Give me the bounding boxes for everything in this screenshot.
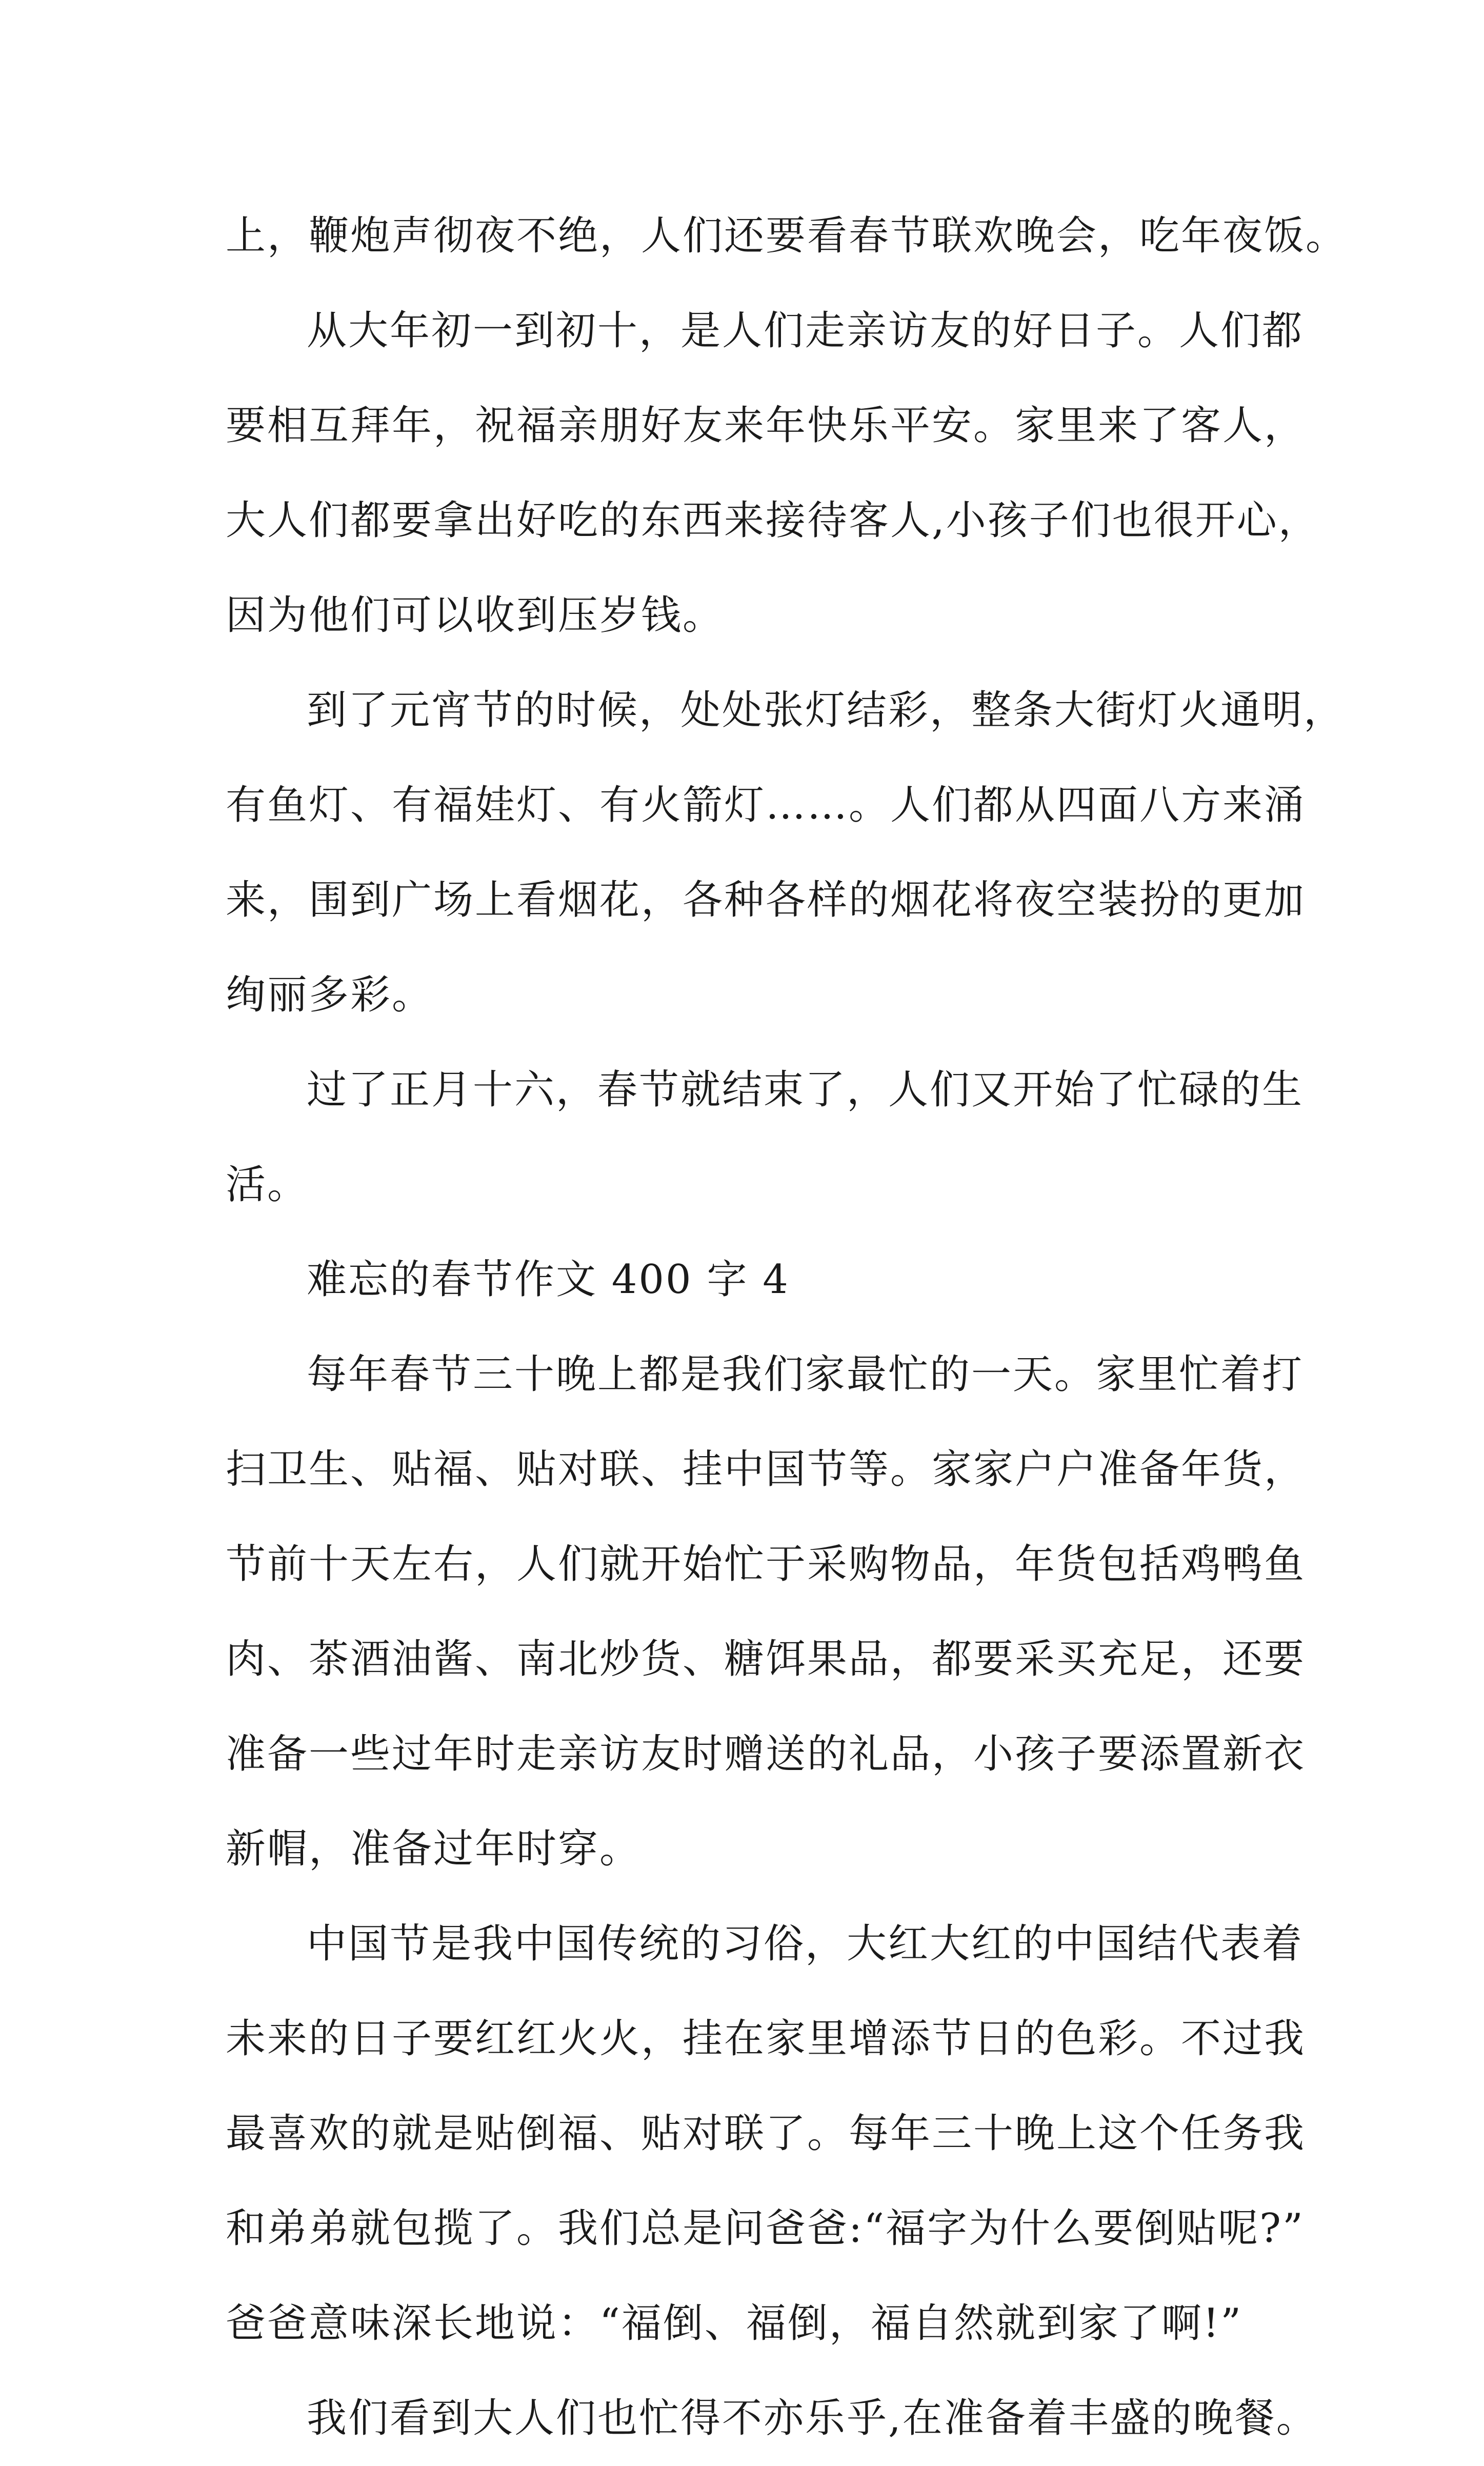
text-line: 每年春节三十晚上都是我们家最忙的一天。家里忙着打	[307, 1351, 1304, 1398]
text-line: 有鱼灯、有福娃灯、有火箭灯……。人们都从四面八方来涌	[226, 782, 1306, 828]
text-line: 肉、茶酒油酱、南北炒货、糖饵果品，都要采买充足，还要	[226, 1636, 1306, 1682]
text-line: 节前十天左右，人们就开始忙于采购物品，年货包括鸡鸭鱼	[226, 1541, 1306, 1587]
text-line: 我们看到大人们也忙得不亦乐乎,在准备着丰盛的晚餐。	[307, 2395, 1318, 2441]
text-line: 准备一些过年时走亲访友时赠送的礼品，小孩子要添置新衣	[226, 1731, 1306, 1777]
document-body	[226, 189, 1348, 2466]
text-line: 新帽，准备过年时穿。	[226, 1826, 641, 1872]
text-line: 绚丽多彩。	[226, 972, 434, 1018]
text-line: 上，鞭炮声彻夜不绝，人们还要看春节联欢晚会，吃年夜饭。	[226, 213, 1348, 259]
text-line: 爸爸意味深长地说：“福倒、福倒，福自然就到家了啊!”	[226, 2300, 1243, 2346]
text-line: 和弟弟就包揽了。我们总是问爸爸:“福字为什么要倒贴呢?”	[226, 2205, 1305, 2252]
text-line: 中国节是我中国传统的习俗，大红大红的中国结代表着	[307, 1921, 1304, 1967]
text-line: 从大年初一到初十，是人们走亲访友的好日子。人们都	[307, 308, 1304, 354]
text-line: 活。	[226, 1162, 309, 1208]
section-heading: 难忘的春节作文 400 字 4	[307, 1257, 790, 1303]
text-line: 扫卫生、贴福、贴对联、挂中国节等。家家户户准备年货，	[226, 1446, 1306, 1493]
text-line: 过了正月十六，春节就结束了，人们又开始了忙碌的生	[307, 1067, 1304, 1113]
text-line: 最喜欢的就是贴倒福、贴对联了。每年三十晚上这个任务我	[226, 2111, 1306, 2157]
text-line: 来，围到广场上看烟花，各种各样的烟花将夜空装扮的更加	[226, 877, 1306, 923]
text-line: 到了元宵节的时候，处处张灯结彩，整条大街灯火通明，	[307, 687, 1346, 733]
text-line: 要相互拜年，祝福亲朋好友来年快乐平安。家里来了客人，	[226, 403, 1306, 449]
text-line: 未来的日子要红红火火，挂在家里增添节日的色彩。不过我	[226, 2016, 1306, 2062]
text-line: 大人们都要拿出好吃的东西来接待客人,小孩子们也很开心，	[226, 498, 1320, 544]
text-line: 因为他们可以收到压岁钱。	[226, 592, 725, 639]
